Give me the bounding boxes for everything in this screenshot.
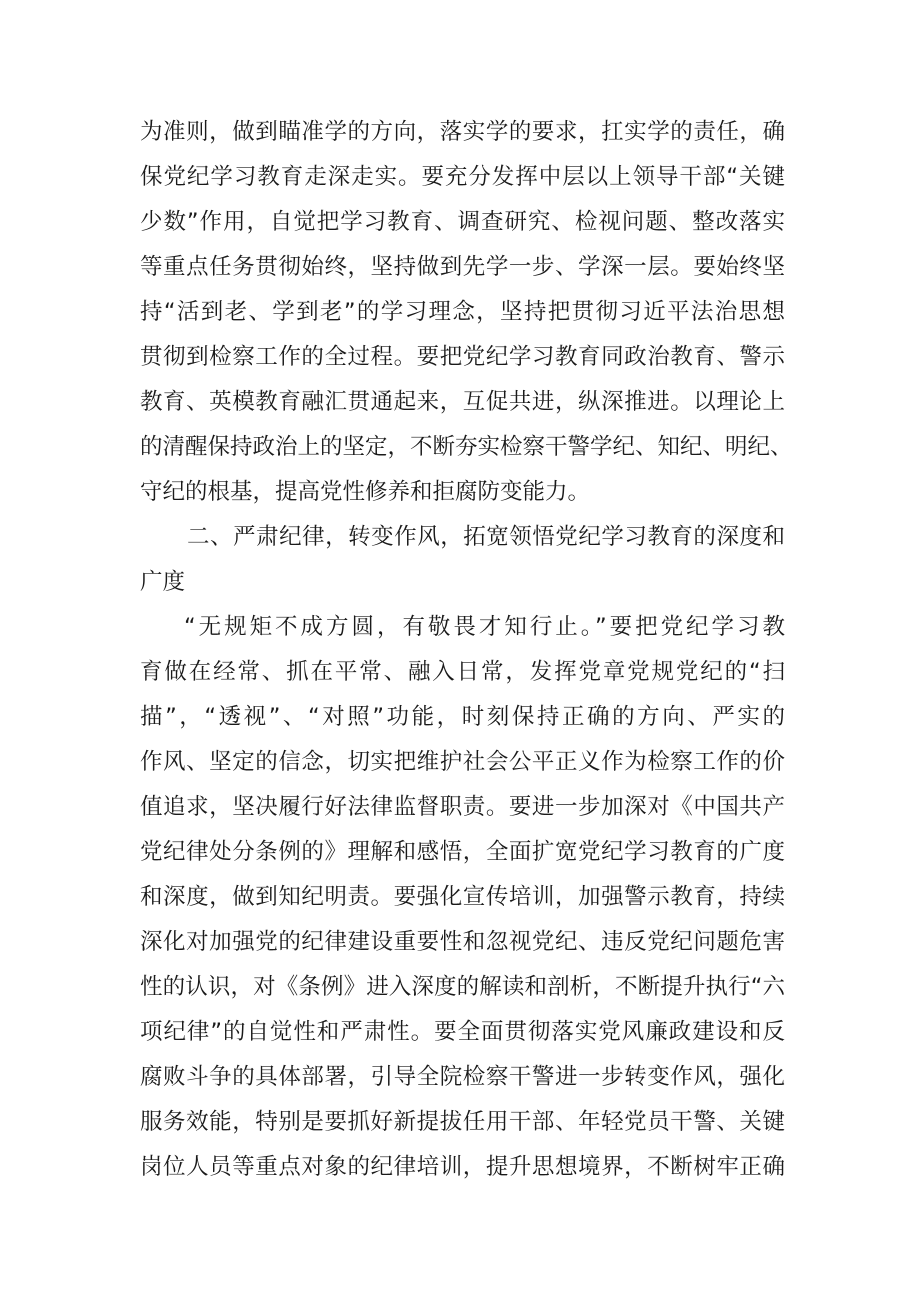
body-text-line: 描”，“透视”、“对照”功能，时刻保持正确的方向、严实的 — [140, 704, 785, 730]
body-text-line: 岗位人员等重点对象的纪律培训，提升思想境界，不断树牢正确 — [140, 1154, 785, 1180]
section-heading-line: 二、严肃纪律，转变作风，拓宽领悟党纪学习教育的深度和 — [187, 524, 785, 550]
body-text-line: 作风、坚定的信念，切实把维护社会公平正义作为检察工作的价 — [140, 749, 785, 775]
body-text-line: 教育、英模教育融汇贯通起来，互促共进，纵深推进。以理论上 — [140, 389, 785, 415]
body-text-line: 值追求，坚决履行好法律监督职责。要进一步加深对《中国共产 — [140, 794, 785, 820]
section-heading-line: 广度 — [140, 569, 186, 595]
body-text-line: 少数”作用，自觉把学习教育、调查研究、检视问题、整改落实 — [140, 209, 785, 235]
body-text-line: “无规矩不成方圆，有敬畏才知行止。”要把党纪学习教 — [184, 614, 785, 640]
body-text-line: 等重点任务贯彻始终，坚持做到先学一步、学深一层。要始终坚 — [140, 254, 785, 280]
body-text-line: 贯彻到检察工作的全过程。要把党纪学习教育同政治教育、警示 — [140, 344, 785, 370]
body-text-line: 守纪的根基，提高党性修养和拒腐防变能力。 — [140, 479, 591, 505]
body-text-line: 党纪律处分条例的》理解和感悟，全面扩宽党纪学习教育的广度 — [140, 839, 785, 865]
body-text-line: 腐败斗争的具体部署，引导全院检察干警进一步转变作风，强化 — [140, 1064, 785, 1090]
body-text-line: 为准则，做到瞄准学的方向，落实学的要求，扛实学的责任，确 — [140, 119, 785, 145]
body-text-line: 和深度，做到知纪明责。要强化宣传培训，加强警示教育，持续 — [140, 884, 785, 910]
body-text-line: 项纪律”的自觉性和严肃性。要全面贯彻落实党风廉政建设和反 — [140, 1019, 785, 1045]
body-text-line: 育做在经常、抓在平常、融入日常，发挥党章党规党纪的“扫 — [140, 659, 785, 685]
body-text-line: 的清醒保持政治上的坚定，不断夯实检察干警学纪、知纪、明纪、 — [140, 434, 793, 460]
body-text-line: 性的认识，对《条例》进入深度的解读和剖析，不断提升执行“六 — [140, 974, 785, 1000]
body-text-line: 保党纪学习教育走深走实。要充分发挥中层以上领导干部“关键 — [140, 164, 785, 190]
body-text-line: 服务效能，特别是要抓好新提拔任用干部、年轻党员干警、关键 — [140, 1109, 785, 1135]
body-text-line: 持“活到老、学到老”的学习理念，坚持把贯彻习近平法治思想 — [140, 299, 785, 325]
body-text-line: 深化对加强党的纪律建设重要性和忽视党纪、违反党纪问题危害 — [140, 929, 785, 955]
